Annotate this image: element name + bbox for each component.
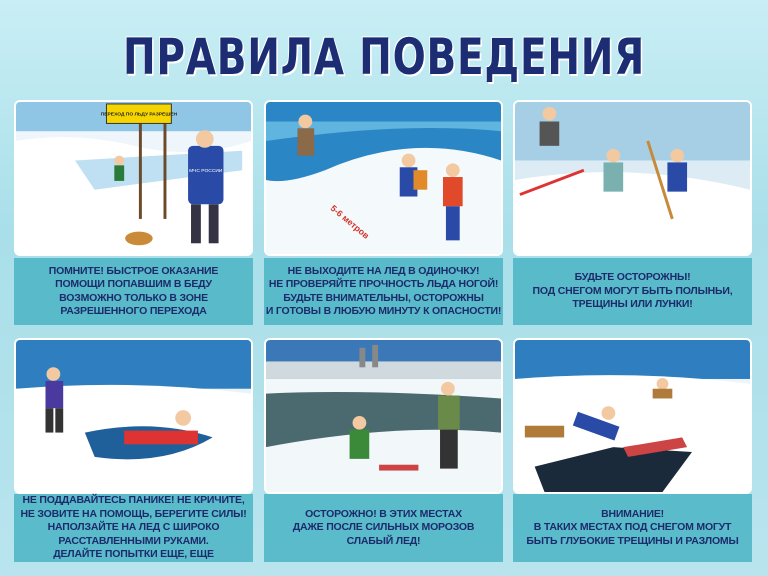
crossing-sign-text: ПЕРЕХОД ПО ЛЬДУ РАЗРЕШЕН [100,112,178,118]
illustration-hidden-holes [513,100,752,256]
caption-line: ОСТОРОЖНО! В ЭТИХ МЕСТАХ [305,507,462,520]
caption-line: РАССТАВЛЕННЫМИ РУКАМИ. [58,534,209,547]
caption-line: И ГОТОВЫ В ЛЮБУЮ МИНУТУ К ОПАСНОСТИ! [265,305,502,317]
illustration-weak-ice-places [264,338,503,494]
caption-line: ПОМОЩИ ПОПАВШИМ В БЕДУ [55,278,212,290]
caption-line: НЕ ПРОВЕРЯЙТЕ ПРОЧНОСТЬ ЛЬДА НОГОЙ! [268,278,499,290]
caption-line: РАЗРЕШЕННОГО ПЕРЕХОДА [60,305,207,317]
caption-line: ПОМНИТЕ! БЫСТРОЕ ОКАЗАНИЕ [48,264,219,277]
caption-line: ДАЖЕ ПОСЛЕ СИЛЬНЫХ МОРОЗОВ [292,521,475,534]
caption-line: НЕ ПОДДАВАЙТЕСЬ ПАНИКЕ! НЕ КРИЧИТЕ, [22,494,245,507]
mchs-badge-text: МЧС РОССИИ [189,169,223,175]
caption-line: БУДЬТЕ ВНИМАТЕЛЬНЫ, ОСТОРОЖНЫ [283,291,484,304]
caption-panel-2 [264,258,503,325]
caption-line: БЫТЬ ГЛУБОКИЕ ТРЕЩИНЫ И РАЗЛОМЫ [526,534,739,547]
caption-line: СЛАБЫЙ ЛЕД! [346,534,421,547]
caption-panel-1 [14,258,253,325]
caption-line: ТРЕЩИНЫ ИЛИ ЛУНКИ! [572,298,693,311]
caption-line: НЕ ВЫХОДИТЕ НА ЛЕД В ОДИНОЧКУ! [287,264,480,277]
caption-panel-5 [264,494,503,562]
caption-line: НЕ ЗОВИТЕ НА ПОМОЩЬ, БЕРЕГИТЕ СИЛЫ! [20,507,247,520]
caption-line: ВОЗМОЖНО ТОЛЬКО В ЗОНЕ [59,291,208,304]
caption-line: ПОД СНЕГОМ МОГУТ БЫТЬ ПОЛЫНЬИ, [532,284,733,297]
caption-panel-3 [513,258,752,325]
caption-line: ВНИМАНИЕ! [601,507,664,520]
illustration-allowed-crossing [14,100,253,256]
illustration-fell-through-ice [14,338,253,494]
caption-line: БУДЬТЕ ОСТОРОЖНЫ! [574,271,691,284]
distance-label: 5-6 метров [328,203,372,241]
caption-line: ДЕЛАЙТЕ ПОПЫТКИ ЕЩЕ, ЕЩЕ [53,548,214,561]
caption-line: В ТАКИХ МЕСТАХ ПОД СНЕГОМ МОГУТ [533,521,732,534]
caption-panel-4 [14,494,253,562]
illustration-deep-cracks [513,338,752,494]
caption-line: НАПОЛЗАЙТЕ НА ЛЕД С ШИРОКО [47,521,220,534]
illustration-not-alone [264,100,503,256]
poster-title: ПРАВИЛА ПОВЕДЕНИЯ [122,28,646,86]
caption-panel-6 [513,494,752,562]
